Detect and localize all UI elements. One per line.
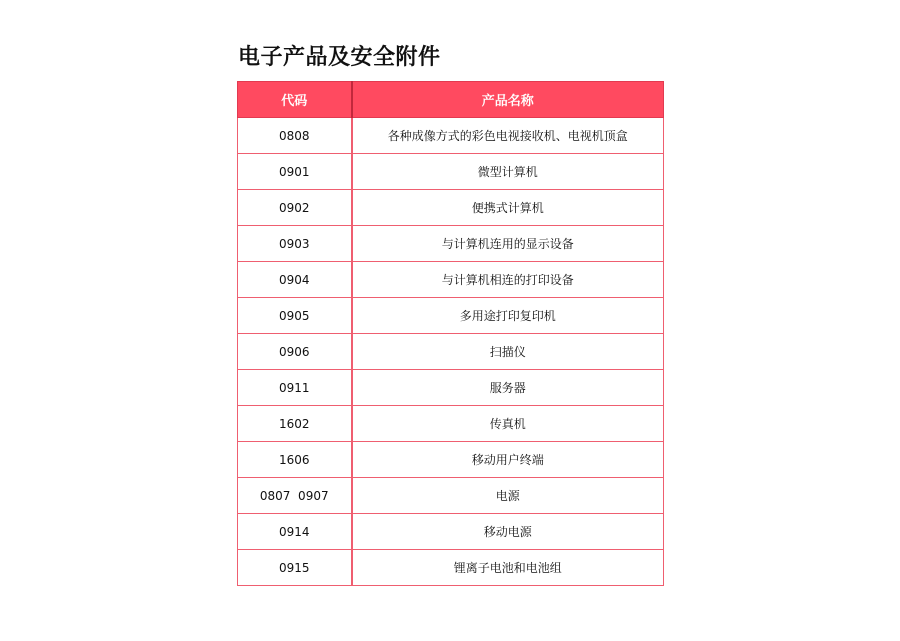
table-row	[238, 442, 664, 478]
code-cell: 0902	[238, 190, 352, 226]
product-name-cell: 多用途打印复印机	[352, 298, 664, 334]
code-cell: 0906	[238, 334, 352, 370]
table-row	[238, 406, 664, 442]
table-row	[238, 370, 664, 406]
code-cell: 0901	[238, 154, 352, 190]
product-name-cell: 微型计算机	[352, 154, 664, 190]
table-row	[238, 298, 664, 334]
table-row	[238, 154, 664, 190]
code-cell: 0911	[238, 370, 352, 406]
table-row	[238, 190, 664, 226]
header-product-name: 产品名称	[352, 82, 664, 118]
product-name-cell: 锂离子电池和电池组	[352, 550, 664, 586]
product-name-cell: 传真机	[352, 406, 664, 442]
product-name-cell: 扫描仪	[352, 334, 664, 370]
product-name-cell: 各种成像方式的彩色电视接收机、电视机顶盒	[352, 118, 664, 154]
code-cell: 0903	[238, 226, 352, 262]
product-name-cell: 服务器	[352, 370, 664, 406]
code-cell: 1602	[238, 406, 352, 442]
table-row	[238, 118, 664, 154]
code-cell: 0904	[238, 262, 352, 298]
product-name-cell: 电源	[352, 478, 664, 514]
code-cell: 0905	[238, 298, 352, 334]
product-table	[237, 81, 664, 586]
code-cell: 0807 0907	[238, 478, 352, 514]
table-row	[238, 514, 664, 550]
code-cell: 0914	[238, 514, 352, 550]
product-name-cell: 与计算机相连的打印设备	[352, 262, 664, 298]
table-header-row	[238, 82, 664, 118]
product-name-cell: 移动电源	[352, 514, 664, 550]
table-row	[238, 334, 664, 370]
table-row	[238, 226, 664, 262]
table-row	[238, 550, 664, 586]
product-name-cell: 与计算机连用的显示设备	[352, 226, 664, 262]
code-cell: 0808	[238, 118, 352, 154]
table-row	[238, 262, 664, 298]
table-row	[238, 478, 664, 514]
code-cell: 1606	[238, 442, 352, 478]
page-title: 电子产品及安全附件	[238, 45, 441, 70]
code-cell: 0915	[238, 550, 352, 586]
header-code: 代码	[238, 82, 352, 118]
product-name-cell: 移动用户终端	[352, 442, 664, 478]
product-name-cell: 便携式计算机	[352, 190, 664, 226]
